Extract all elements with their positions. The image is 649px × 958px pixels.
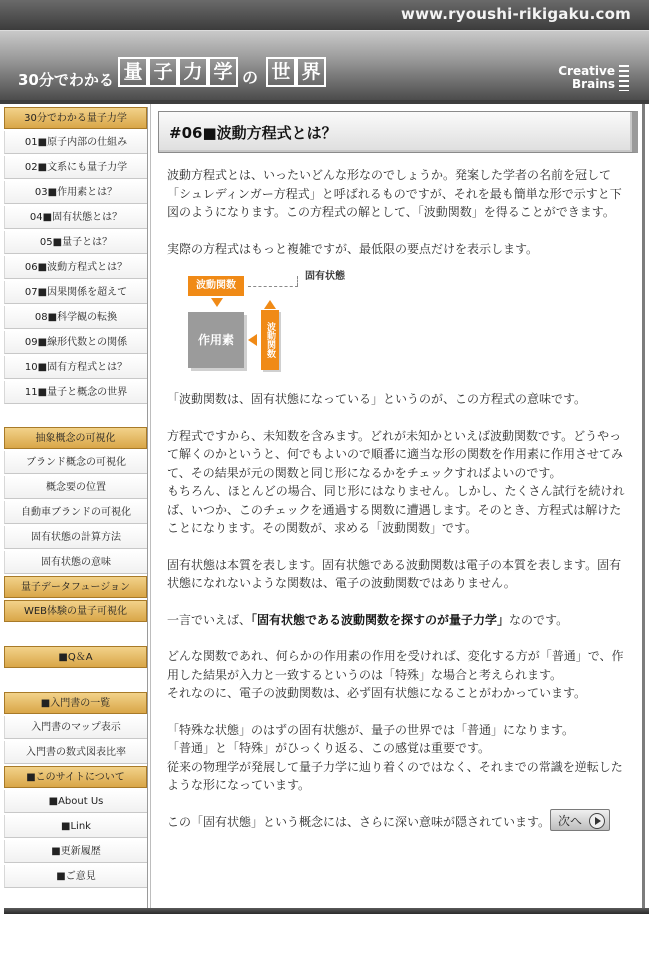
paragraph: 「普通」と「特殊」がひっくり返る、この感覚は重要です。: [167, 741, 491, 755]
sidebar-head-web[interactable]: WEB体験の量子可視化: [4, 600, 147, 622]
diagram-dashed-connector: [248, 286, 298, 287]
sidebar-item[interactable]: 11■量子と概念の世界: [4, 381, 147, 404]
paragraph: 方程式ですから、未知数を含みます。どれが未知かといえば波動関数です。どうやって解くのかというと、何でもよいので順番に適当な形の関数を作用素に作用させてみて、その結果が元の関数と同じ形になるかをチェックすればよいのです。: [167, 428, 624, 480]
key-sentence-pre: 一言でいえば、: [167, 612, 252, 627]
next-row: [167, 813, 629, 839]
title-box: [158, 111, 638, 153]
sidebar-item[interactable]: 06■波動方程式とは？: [4, 256, 147, 279]
diagram-operator-box: 作用素: [188, 312, 244, 368]
site-header: [0, 30, 649, 101]
sidebar-item[interactable]: 08■科学観の転換: [4, 306, 147, 329]
sidebar-item[interactable]: 入門書のマップ表示: [4, 716, 147, 739]
key-sentence-post: なのです。: [509, 612, 569, 627]
site-url[interactable]: www.ryoushi-rikigaku.com: [401, 5, 631, 23]
paragraph: もちろん、ほとんどの場合、同じ形にはなりません。しかし、たくさん試行を続ければ、いつか、このチェックを通過する関数に遭遇します。そのとき、方程式は解けたことになります。その関数が、求める「波動関数」です。: [167, 484, 625, 535]
sidebar-item[interactable]: 02■文系にも量子力学: [4, 156, 147, 179]
paragraph: どんな関数であれ、何らかの作用素の作用を受ければ、変化する方が「普通」で、作用した結果が入力と一致するというのは「特殊」な場合と考えられます。: [167, 649, 624, 682]
sidebar-gap: [4, 406, 147, 427]
sidebar-item[interactable]: 固有状態の意味: [4, 551, 147, 574]
sidebar-head-abstract[interactable]: 抽象概念の可視化: [4, 427, 147, 449]
sidebar-item[interactable]: 概念要の位置: [4, 476, 147, 499]
sidebar-head-qa[interactable]: ■Q＆A: [4, 646, 147, 668]
paragraph: 固有状態は本質を表します。固有状態である波動関数は電子の本質を表します。固有状態になれないような関数は、電子の波動関数ではありません。: [167, 557, 622, 590]
top-bar: [0, 0, 649, 30]
sidebar-item[interactable]: 自動車ブランドの可視化: [4, 501, 147, 524]
paragraph: 波動方程式とは、いったいどんな形なのでしょうか。発案した学者の名前を冠して「シュレディンガー方程式」と呼ばれるものですが、それを最も簡単な形で示すと下図のようになります。この方程式の解として、「波動関数」を得ることができます。: [167, 168, 622, 219]
play-arrow-icon: [589, 813, 605, 829]
logo-kanji-riki: 力: [178, 57, 208, 87]
diagram-eigenstate-label: 固有状態: [305, 271, 345, 282]
sidebar-item[interactable]: 05■量子とは？: [4, 231, 147, 254]
logo-kanji-ryo: 量: [118, 57, 148, 87]
sidebar-item[interactable]: ■About Us: [4, 790, 147, 813]
title-number: #06: [169, 124, 203, 142]
diagram-wavefunction-box: 波動関数: [188, 276, 244, 296]
footer-divider: [4, 908, 649, 914]
sidebar-gap: [4, 670, 147, 692]
logo-kanji-kai: 界: [296, 57, 326, 87]
paragraph: 「特殊な状態」のはずの固有状態が、量子の世界では「普通」になります。: [167, 722, 575, 737]
sidebar-head-fusion[interactable]: 量子データフュージョン: [4, 576, 147, 598]
logo-kanji-shi: 子: [148, 57, 178, 87]
sidebar-item[interactable]: 04■固有状態とは？: [4, 206, 147, 229]
sidebar-item[interactable]: 10■固有方程式とは？: [4, 356, 147, 379]
sidebar-item[interactable]: ■ご意見: [4, 865, 147, 888]
key-sentence: [167, 611, 629, 630]
diagram-wavefunction-vertical: 波動関数: [261, 310, 279, 370]
brand-logo: [558, 65, 615, 91]
header-prefix: 30分でわかる: [18, 71, 114, 89]
paragraph: それなのに、電子の波動関数は、必ず固有状態になることがわかっています。: [167, 686, 587, 700]
sidebar-head-main[interactable]: 30分でわかる量子力学: [4, 107, 147, 129]
arrow-left-icon: [248, 334, 257, 346]
sidebar-item[interactable]: ブランド概念の可視化: [4, 451, 147, 474]
page-title: [169, 122, 337, 143]
paragraph: 従来の物理学が発展して量子力学に辿り着くのではなく、それまでの常識を逆転したような形になっています。: [167, 759, 623, 792]
next-button-label: 次へ: [558, 813, 583, 828]
sidebar-item[interactable]: 09■線形代数との関係: [4, 331, 147, 354]
sidebar: [4, 107, 148, 908]
paragraph: 「波動関数は、固有状態になっている」というのが、この方程式の意味です。: [167, 392, 587, 406]
sidebar-item[interactable]: ■Link: [4, 815, 147, 838]
key-sentence-strong: 「固有状態である波動関数を探すのが量子力学」: [251, 612, 510, 627]
main-content: [150, 104, 645, 908]
brand-line-2: Brains: [572, 77, 615, 91]
sidebar-item[interactable]: 01■原子内部の仕組み: [4, 131, 147, 154]
diagram-dashed-connector: [297, 276, 302, 286]
sidebar-item[interactable]: 固有状態の計算方法: [4, 526, 147, 549]
logo-no: の: [242, 68, 259, 87]
next-button[interactable]: [550, 809, 610, 831]
title-text: ■波動方程式とは？: [202, 124, 337, 142]
sidebar-head-books[interactable]: ■入門書の一覧: [4, 692, 147, 714]
sidebar-item[interactable]: 07■因果関係を超えて: [4, 281, 147, 304]
brand-line-1: Creative: [558, 64, 615, 78]
sidebar-item[interactable]: 03■作用素とは？: [4, 181, 147, 204]
arrow-down-icon: [211, 298, 223, 307]
sidebar-item[interactable]: 入門書の数式図表比率: [4, 741, 147, 764]
logo-kanji-se: 世: [266, 57, 296, 87]
arrow-up-icon: [264, 300, 276, 309]
sidebar-item[interactable]: ■更新履歴: [4, 840, 147, 863]
brand-bars-icon: [619, 65, 629, 91]
sidebar-head-about[interactable]: ■このサイトについて: [4, 766, 147, 788]
article-body: [167, 166, 629, 839]
equation-diagram: [167, 264, 629, 386]
logo-kanji-gaku: 学: [208, 57, 238, 87]
paragraph: 実際の方程式はもっと複雑ですが、最低限の要点だけを表示します。: [167, 241, 539, 256]
sidebar-gap: [4, 624, 147, 646]
paragraph: この「固有状態」という概念には、さらに深い意味が隠されています。: [167, 814, 551, 829]
